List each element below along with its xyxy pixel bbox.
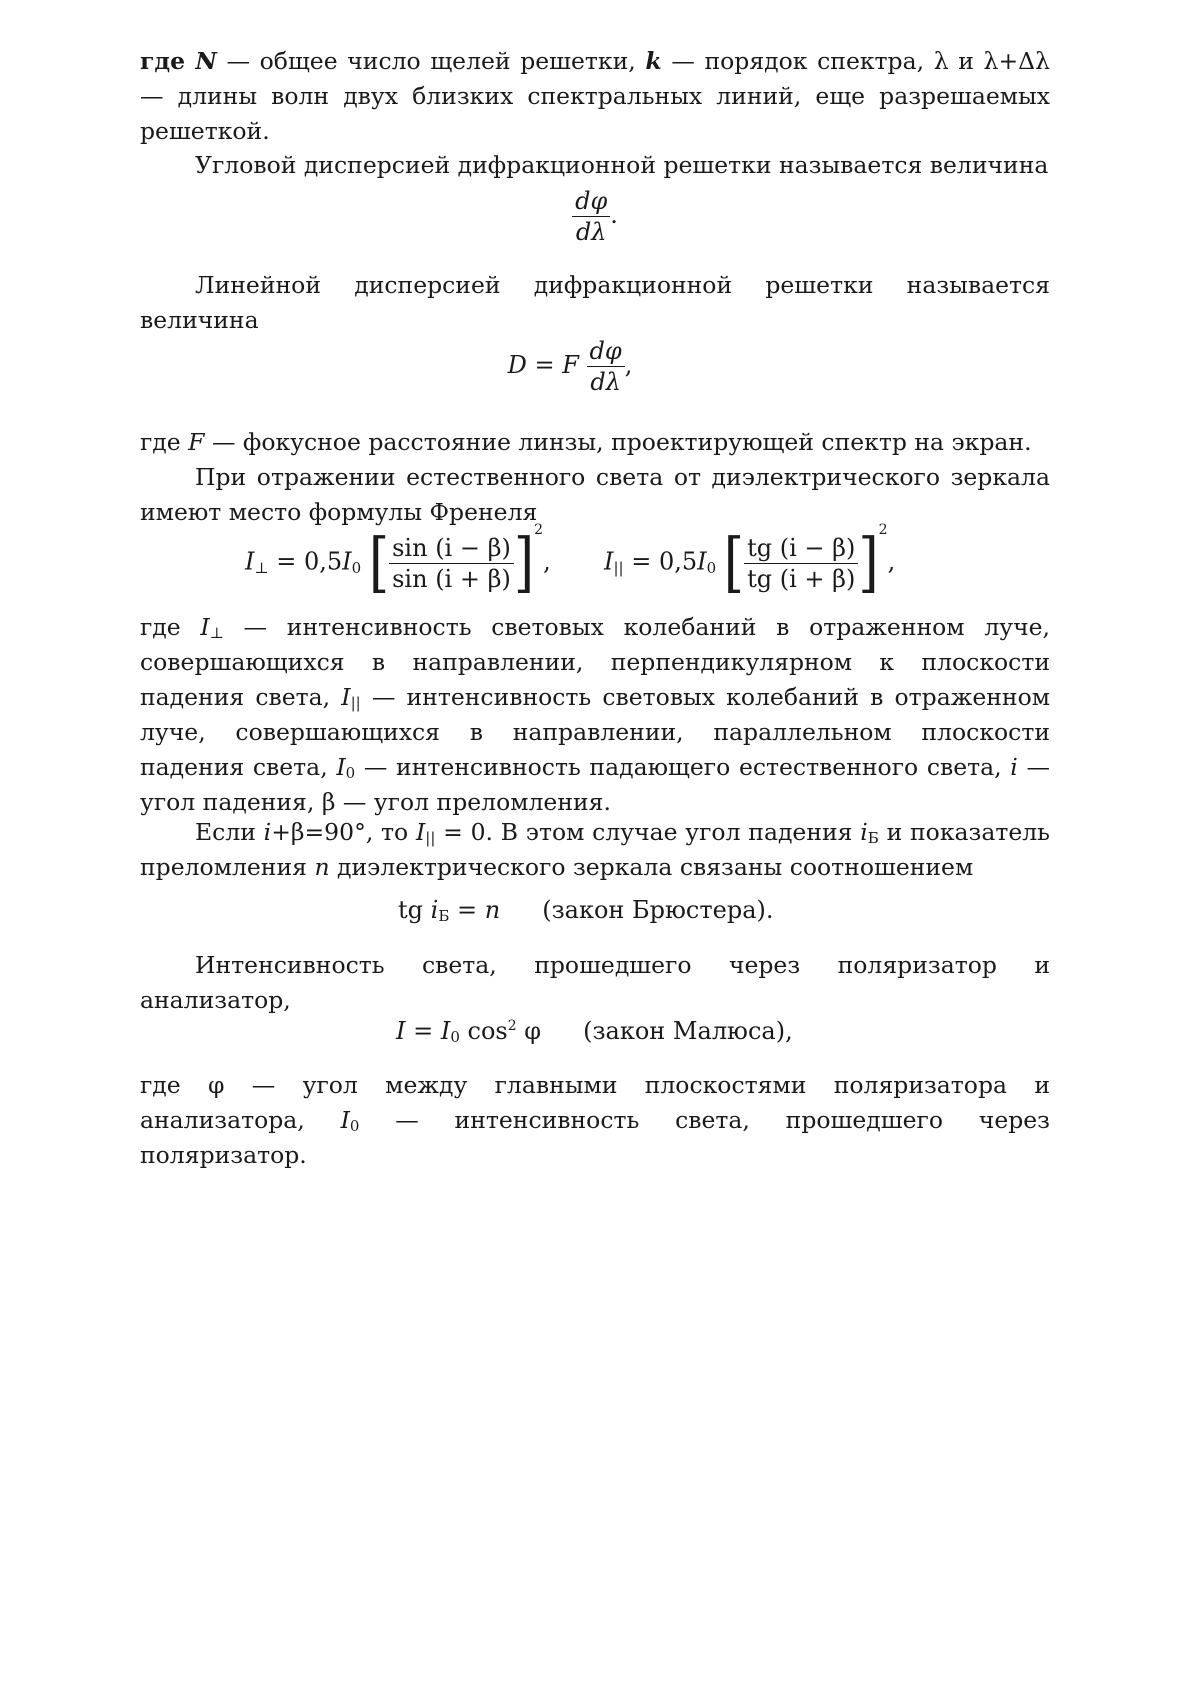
paragraph-focal-length <box>140 425 1050 530</box>
paragraph-linear-dispersion <box>140 268 1050 338</box>
paragraph-polarizer <box>140 948 1050 1018</box>
symbol-i: i <box>430 896 439 924</box>
numerator: tg (i − β) <box>744 533 858 564</box>
text-run: где <box>140 47 196 75</box>
text-run: где <box>140 428 189 456</box>
text-run: Если <box>195 818 264 846</box>
symbol-I: I <box>245 547 255 576</box>
symbol-I: I <box>200 613 210 641</box>
paragraph-angular-dispersion <box>140 148 1050 183</box>
text-run: — общее число щелей решетки, <box>216 47 646 75</box>
punctuation: , <box>887 547 896 576</box>
paragraph-fresnel-notation <box>140 610 1050 820</box>
symbol-I: I <box>415 818 426 846</box>
symbol-i: i <box>860 818 868 846</box>
parallel-subscript: || <box>425 829 436 847</box>
symbol-i: i <box>263 818 272 846</box>
right-bracket: ] <box>858 525 879 601</box>
text-run: — интенсивность падающего естественного света, <box>355 753 1011 781</box>
numerator: dφ <box>587 336 625 367</box>
subscript-B: Б <box>867 829 879 847</box>
text-run: Линейной дисперсией дифракционной решетки называется величина <box>140 271 1050 334</box>
text-run: = 0,5 <box>268 547 343 576</box>
subscript-zero: 0 <box>706 558 717 577</box>
perpendicular-subscript: ⊥ <box>209 624 224 642</box>
parallel-subscript: || <box>613 558 624 577</box>
law-name: (закон Брюстера). <box>542 896 774 924</box>
text-run: = 0. В этом случае угол падения <box>435 818 861 846</box>
symbol-N: N <box>195 47 217 75</box>
symbol-I: I <box>396 1017 406 1045</box>
power-2: 2 <box>507 1018 517 1034</box>
punctuation: , <box>543 547 551 576</box>
formula-brewster <box>398 896 774 924</box>
symbol-i: i <box>1010 753 1018 781</box>
paragraph-malus-notation <box>140 1068 1050 1173</box>
punctuation: . <box>610 201 618 229</box>
text-run: — интенсивность световых колебаний в отраженном луче, совершающихся в направлении, перпендикулярном к плоскости падения света, <box>140 613 1050 711</box>
fraction <box>744 533 858 594</box>
cos-function: cos <box>459 1017 508 1045</box>
symbol-F: F <box>188 428 205 456</box>
power-2: 2 <box>534 522 544 538</box>
text-run: — угол падения, β — угол преломления. <box>140 753 1051 816</box>
numerator: dφ <box>572 186 610 217</box>
subscript-zero: 0 <box>345 764 356 782</box>
text-run: где <box>140 613 201 641</box>
fraction <box>389 533 514 594</box>
text-run: где φ — угол между главными плоскостями поляризатора и анализатора, <box>140 1071 1050 1134</box>
symbol-I: I <box>340 1106 350 1134</box>
denominator: tg (i + β) <box>747 564 856 593</box>
text-run: — порядок спектра, λ и λ+Δλ — длины волн двух близких спектральных линий, еще разрешаемых решеткой. <box>140 47 1050 145</box>
symbol-I: I <box>342 547 352 576</box>
denominator: dλ <box>590 368 621 396</box>
text-run: — фокусное расстояние линзы, проектирующей спектр на экран. <box>204 428 1032 456</box>
right-bracket: ] <box>513 525 535 601</box>
text-run: диэлектрического зеркала связаны соотношением <box>329 853 974 881</box>
symbol-I: I <box>603 547 614 576</box>
symbol-I: I <box>697 547 707 576</box>
text-run: и показатель преломления <box>140 818 1050 881</box>
symbol-n: n <box>484 896 501 924</box>
text-run: — интенсивность световых колебаний в отраженном луче, совершающихся в направлении, параллельном плоскости падения света, <box>140 683 1051 781</box>
text-run: = <box>405 1017 441 1045</box>
parallel-subscript: || <box>350 694 361 712</box>
fraction <box>572 186 610 247</box>
paragraph-fresnel-intro: При отражении естественного света от диэлектрического зеркала имеют место формулы Френеля <box>140 463 1050 526</box>
symbol-phi: φ <box>516 1017 542 1045</box>
formula-malus <box>396 1017 793 1045</box>
formula-lhs: D = F <box>507 351 587 379</box>
perpendicular-subscript: ⊥ <box>254 558 269 577</box>
symbol-n: n <box>314 853 330 881</box>
tg-function: tg <box>398 896 431 924</box>
text-run: +β=90°, то <box>271 818 416 846</box>
subscript-zero: 0 <box>450 1028 460 1046</box>
symbol-I: I <box>440 1017 451 1045</box>
denominator: dλ <box>575 218 607 246</box>
text-run: — интенсивность света, прошедшего через поляризатор. <box>140 1106 1050 1169</box>
subscript-zero: 0 <box>349 1117 360 1135</box>
text-run: Интенсивность света, прошедшего через поляризатор и анализатор, <box>140 951 1050 1014</box>
subscript-zero: 0 <box>351 558 362 577</box>
text-run: = 0,5 <box>623 547 698 576</box>
symbol-I: I <box>341 683 351 711</box>
formula-linear-dispersion <box>0 336 1140 397</box>
symbol-I: I <box>336 753 346 781</box>
law-name: (закон Малюса), <box>583 1017 793 1045</box>
denominator: sin (i + β) <box>392 564 511 593</box>
symbol-k: k <box>645 47 662 75</box>
text-run: = <box>449 896 485 924</box>
text-run: Угловой дисперсией дифракционной решетки называется величина <box>195 151 1049 179</box>
punctuation: , <box>624 351 633 379</box>
paragraph-brewster <box>140 815 1050 885</box>
fraction <box>587 336 625 397</box>
left-bracket: [ <box>723 525 745 601</box>
left-bracket: [ <box>368 525 390 601</box>
power-2: 2 <box>878 522 888 538</box>
numerator: sin (i − β) <box>389 533 514 564</box>
formula-angular-dispersion <box>0 186 1190 247</box>
formula-fresnel <box>245 522 896 601</box>
paragraph-grating-resolution <box>140 44 1050 149</box>
subscript-B: Б <box>438 907 450 925</box>
